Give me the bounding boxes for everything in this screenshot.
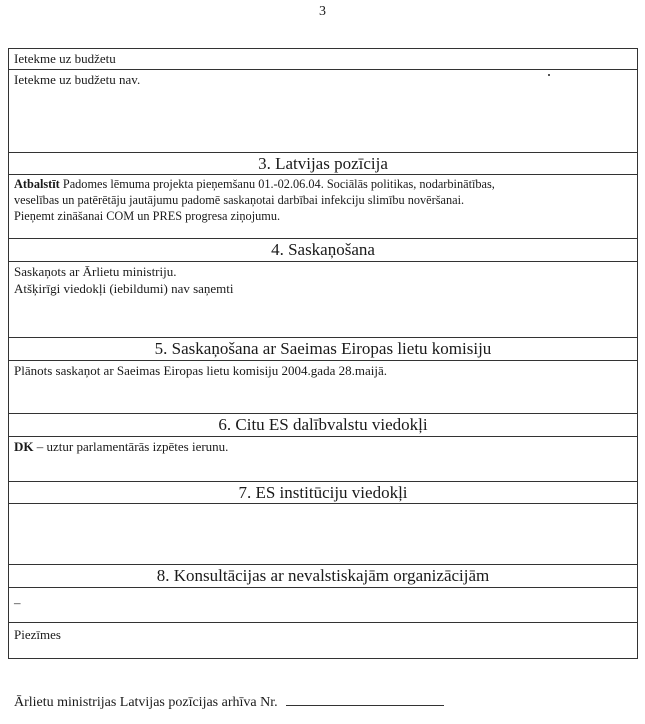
section-5-title: 5. Saskaņošana ar Saeimas Eiropas lietu komisiju: [154, 339, 492, 358]
section-4-header: [9, 238, 637, 261]
section-7-body: [9, 503, 637, 564]
section-4-body: [9, 261, 637, 337]
archive-footer: [14, 693, 444, 711]
section-3-line1: Padomes lēmuma projekta pieņemšanu 01.-02.06.04. Sociālās politikas, nodarbinātības,: [59, 177, 495, 191]
scan-speck: [548, 74, 550, 76]
section-8-body: [9, 587, 637, 622]
section-5-header: [9, 337, 637, 360]
notes-row: [9, 622, 637, 658]
section-8-title: 8. Konsultācijas ar nevalstiskajām organizācijām: [156, 566, 490, 585]
section-5-body: [9, 360, 637, 413]
section-6-header: [9, 413, 637, 436]
section-3-title: 3. Latvijas pozīcija: [258, 154, 388, 173]
section-7-title: 7. ES institūciju viedokļi: [238, 483, 408, 502]
section-4-line1: Saskaņots ar Ārlietu ministriju.: [14, 264, 177, 279]
page-number: 3: [319, 4, 326, 19]
support-lead: Atbalstīt: [14, 177, 60, 191]
section-4-line2: Atšķirīgi viedokļi (iebildumi) nav saņemti: [14, 281, 234, 296]
section-3-line2: veselības un patērētāju jautājumu padomē saskaņotai darbībai infekciju slimību novēršanai.: [14, 193, 465, 207]
budget-text-row: [9, 69, 637, 152]
archive-number-label: Ārlietu ministrijas Latvijas pozīcijas arhīva Nr.: [14, 695, 278, 710]
section-6-title: 6. Citu ES dalībvalstu viedokļi: [218, 415, 428, 434]
section-8-header: [9, 564, 637, 587]
budget-label: Ietekme uz budžetu: [14, 51, 116, 66]
position-form-table: [8, 48, 638, 659]
budget-label-row: [9, 49, 637, 69]
archive-number-blank: [286, 693, 444, 706]
section-5-line1: Plānots saskaņot ar Saeimas Eiropas lietu komisiju 2004.gada 28.maijā.: [14, 363, 387, 378]
section-7-header: [9, 481, 637, 503]
section-6-rest: – uztur parlamentārās izpētes ierunu.: [33, 439, 229, 454]
notes-label: Piezīmes: [14, 627, 61, 642]
dk-lead: DK: [14, 439, 34, 454]
budget-text: Ietekme uz budžetu nav.: [14, 72, 141, 87]
section-4-title: 4. Saskaņošana: [271, 240, 375, 259]
section-3-header: [9, 152, 637, 174]
section-6-body: [9, 436, 637, 481]
section-3-body: [9, 174, 637, 238]
section-8-text: –: [14, 595, 21, 610]
section-3-line3: Pieņemt zināšanai COM un PRES progresa ziņojumu.: [14, 209, 281, 223]
